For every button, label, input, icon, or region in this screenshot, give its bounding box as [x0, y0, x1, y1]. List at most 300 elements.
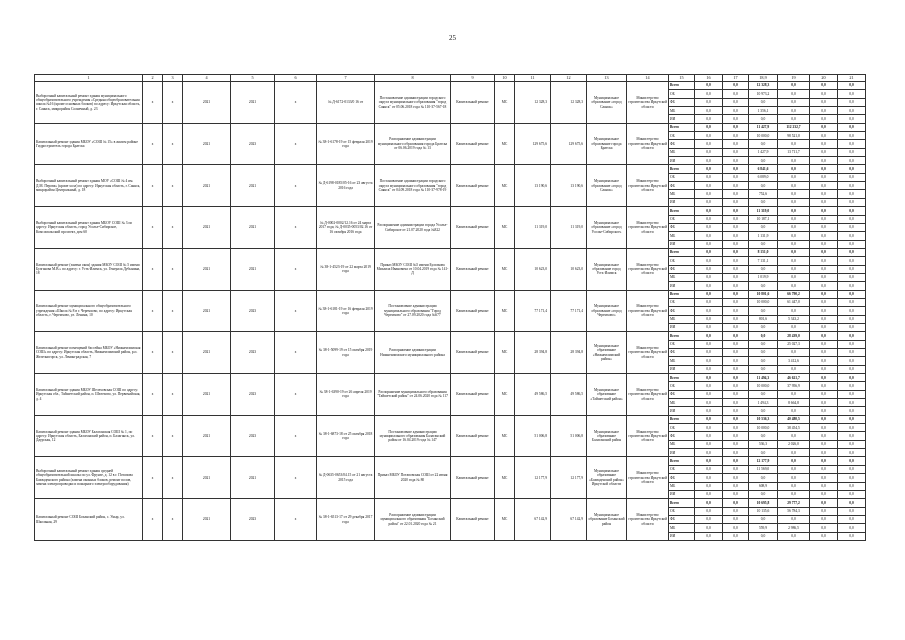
amount-cell: 0,0 [810, 415, 838, 423]
amount-cell: 0,0 [810, 82, 838, 90]
amount-cell: 0,0 [723, 524, 749, 532]
col6-cell: х [275, 374, 317, 416]
amount-cell: 0,0 [723, 248, 749, 256]
amount-cell: 0,0 [810, 449, 838, 457]
column-number-header: 20 [810, 75, 838, 82]
amount-cell: 0,0 [695, 190, 723, 198]
amount-cell: 40 480,5 [778, 415, 810, 423]
funding-source-cell: Всего [669, 332, 695, 340]
amount-cell: 0,0 [778, 240, 810, 248]
col3-cell: х [163, 82, 183, 124]
amount-cell: 0,0 [695, 273, 723, 281]
object-name-cell: Капитальный ремонт СОШ Боханский район, с. Укыр, ул. Школьная, 29 [35, 499, 143, 541]
amount-cell: 3 412,6 [778, 357, 810, 365]
remaining-cost-cell: 13 190,6 [551, 165, 587, 207]
amount-cell: 0,0 [723, 265, 749, 273]
decision-doc-cell: Распоряжение муниципального образования "Тайшетский район" от 24.06.2020 года № 117 [375, 374, 451, 416]
amount-cell: 0,0 [810, 98, 838, 106]
amount-cell: 1 427,9 [749, 148, 778, 156]
table-body [35, 75, 866, 541]
amount-cell: 0,0 [778, 407, 810, 415]
amount-cell: 0,0 [749, 323, 778, 331]
table-row [35, 82, 866, 90]
municipality-cell: Муниципальное образование «Бахваденский район» Иркутской области [587, 457, 627, 499]
funding-source-cell: ИИ [669, 407, 695, 415]
amount-cell: 0,0 [695, 198, 723, 206]
amount-cell: 0,0 [749, 490, 778, 498]
object-name-cell: Капитальный ремонт здания МБОУ Шелеховская СОШ по адресу: Иркутская обл., Тайшетский район, п. Шелехово, ул. Первомайская, д. 4 [35, 374, 143, 416]
amount-cell: 0,0 [723, 140, 749, 148]
investment-program-table [34, 74, 866, 541]
amount-cell: 0,0 [838, 482, 866, 490]
amount-cell: 0,0 [695, 415, 723, 423]
expertise-cell: № Д-0635-0653/04.15 от 21 августа 2015 года [317, 457, 375, 499]
col6-cell: х [275, 82, 317, 124]
amount-cell: 37 956,9 [778, 382, 810, 390]
amount-cell: 0,0 [695, 340, 723, 348]
amount-cell: 0,0 [723, 157, 749, 165]
amount-cell: 0,0 [778, 474, 810, 482]
end-year-cell: 2021 [231, 457, 275, 499]
customer-cell: Министерство строительства Иркутской области [627, 123, 669, 165]
amount-cell: 0,0 [838, 474, 866, 482]
table-row [35, 332, 866, 340]
funding-source-cell: ИИ [669, 490, 695, 498]
col3-cell: х [163, 248, 183, 290]
col2-cell: х [143, 123, 163, 165]
amount-cell: 0,0 [749, 282, 778, 290]
amount-cell: 0,0 [810, 240, 838, 248]
amount-cell: 0,0 [810, 107, 838, 115]
estimated-cost-cell: 13 190,6 [515, 165, 551, 207]
funding-source-cell: ИИ [669, 240, 695, 248]
amount-cell: 0,0 [723, 232, 749, 240]
amount-cell: 0,0 [749, 390, 778, 398]
amount-cell: 0,0 [695, 482, 723, 490]
estimated-cost-cell: 67 142,9 [515, 499, 551, 541]
col3-cell: х [163, 332, 183, 374]
amount-cell: 0,0 [695, 499, 723, 507]
amount-cell: 0,0 [695, 240, 723, 248]
amount-cell: 10 973,2 [749, 90, 778, 98]
end-year-cell: 2021 [231, 82, 275, 124]
amount-cell: 0,0 [810, 524, 838, 532]
estimated-cost-cell: 28 394,8 [515, 332, 551, 374]
amount-cell: 0,0 [838, 507, 866, 515]
amount-cell: 0,0 [749, 357, 778, 365]
amount-cell: 0,0 [778, 282, 810, 290]
start-year-cell: 2021 [183, 457, 231, 499]
amount-cell: 0,0 [749, 340, 778, 348]
amount-cell: 0,0 [723, 282, 749, 290]
amount-cell: 0,0 [810, 507, 838, 515]
amount-cell: 0,0 [695, 390, 723, 398]
estimated-cost-cell: 77 171,4 [515, 290, 551, 332]
col2-cell: х [143, 332, 163, 374]
decision-doc-cell: Приказ МБОУ СОШ №5 имени Булгакова Михаила Ивановича от 10.04.2019 года № 141-Д [375, 248, 451, 290]
amount-cell: 0,0 [723, 365, 749, 373]
amount-cell: 0,0 [695, 107, 723, 115]
municipality-cell: Муниципальное образование «Нижнеилимский район» [587, 332, 627, 374]
amount-cell: 801,6 [749, 315, 778, 323]
amount-cell: 0,0 [778, 115, 810, 123]
amount-cell: 0,0 [749, 157, 778, 165]
end-year-cell: 2023 [231, 332, 275, 374]
amount-cell: 8 664,8 [778, 399, 810, 407]
amount-cell: 0,0 [838, 215, 866, 223]
page-number: 25 [449, 34, 456, 42]
amount-cell: 0,0 [695, 332, 723, 340]
expertise-cell: № Д-6198-0185/05-16 от 23 августа 2016 года [317, 165, 375, 207]
municipality-cell: Муниципальное образование «город Черемхово» [587, 290, 627, 332]
amount-cell: 0,0 [723, 424, 749, 432]
amount-cell: 0,0 [838, 315, 866, 323]
funding-source-cell: ОБ [669, 298, 695, 306]
amount-cell: 0,0 [810, 298, 838, 306]
remaining-cost-cell: 49 586,5 [551, 374, 587, 416]
amount-cell: 0,0 [810, 182, 838, 190]
start-year-cell: 2021 [183, 123, 231, 165]
col2-cell: х [143, 82, 163, 124]
amount-cell: 0,0 [778, 532, 810, 540]
amount-cell: 0,0 [838, 374, 866, 382]
amount-cell: 10 135,6 [749, 507, 778, 515]
ms-cell: МС [495, 374, 515, 416]
amount-cell: 0,0 [695, 507, 723, 515]
amount-cell: 0,0 [810, 307, 838, 315]
amount-cell: 0,0 [810, 465, 838, 473]
amount-cell: 0,0 [695, 248, 723, 256]
amount-cell: 0,0 [749, 115, 778, 123]
amount-cell: 0,0 [723, 240, 749, 248]
amount-cell: 0,0 [810, 315, 838, 323]
column-number-header: 18,9 [749, 75, 778, 82]
amount-cell: 0,0 [723, 390, 749, 398]
amount-cell: 0,0 [810, 198, 838, 206]
funding-source-cell: ОБ [669, 507, 695, 515]
amount-cell: 0,0 [723, 273, 749, 281]
amount-cell: 12 328,3 [749, 82, 778, 90]
amount-cell: 0,0 [695, 357, 723, 365]
col6-cell: х [275, 290, 317, 332]
funding-source-cell: МБ [669, 315, 695, 323]
amount-cell: 0,0 [810, 340, 838, 348]
amount-cell: 0,0 [838, 157, 866, 165]
amount-cell: 0,0 [723, 415, 749, 423]
amount-cell: 0,0 [810, 123, 838, 131]
municipality-cell: Муниципальное образование города Братска [587, 123, 627, 165]
start-year-cell: 2021 [183, 499, 231, 541]
start-year-cell: 2021 [183, 290, 231, 332]
amount-cell: 0,0 [749, 349, 778, 357]
work-type-cell: Капитальный ремонт [451, 332, 495, 374]
amount-cell: 46 621,7 [778, 374, 810, 382]
amount-cell: 0,0 [810, 282, 838, 290]
amount-cell: 11 319,0 [749, 207, 778, 215]
amount-cell: 0,0 [695, 165, 723, 173]
amount-cell: 0,0 [695, 90, 723, 98]
amount-cell: 0,0 [838, 82, 866, 90]
amount-cell: 0,0 [749, 449, 778, 457]
amount-cell: 0,0 [695, 140, 723, 148]
municipality-cell: Муниципальное образование «город Саянск» [587, 165, 627, 207]
amount-cell: 0,0 [723, 382, 749, 390]
amount-cell: 0,0 [695, 374, 723, 382]
amount-cell: 0,0 [810, 132, 838, 140]
amount-cell: 56 784,3 [778, 507, 810, 515]
amount-cell: 0,0 [723, 115, 749, 123]
col3-cell: х [163, 415, 183, 457]
remaining-cost-cell: 12 328,3 [551, 82, 587, 124]
amount-cell: 0,0 [810, 157, 838, 165]
amount-cell: 0,0 [778, 257, 810, 265]
funding-source-cell: ОБ [669, 382, 695, 390]
amount-cell: 28 439,0 [778, 332, 810, 340]
amount-cell: 0,0 [810, 223, 838, 231]
amount-cell: 0,0 [749, 432, 778, 440]
amount-cell: 0,0 [810, 215, 838, 223]
ms-cell: МС [495, 207, 515, 249]
object-name-cell: Выборочный капитальный ремонт здания муниципального общеобразовательного учреждения «Средняя общеобразовательная школа №16 (кроме основных блоков) по адресу: Иркутская область, г. Саянск, микрорайон Солнечный, д. 23 [35, 82, 143, 124]
col6-cell: х [275, 332, 317, 374]
amount-cell: 0,0 [838, 532, 866, 540]
object-name-cell: Выборочный капитальный ремонт здания средней общеобразовательной школы по ул. Фрунзе, д. 12 в г. Потапова Бахваденского района (замена оконных блоков, ремонт полов, замена электропроводки и пожарного электрооборудования) [35, 457, 143, 499]
amount-cell: 0,0 [778, 457, 810, 465]
amount-cell: 0,0 [723, 457, 749, 465]
amount-cell: 0,0 [810, 115, 838, 123]
amount-cell: 1 131,9 [749, 232, 778, 240]
amount-cell: 0,0 [838, 140, 866, 148]
amount-cell: 0,0 [838, 390, 866, 398]
municipality-cell: Муниципальное образование «город Усолье-Сибирское» [587, 207, 627, 249]
decision-doc-cell: Распоряжение администрации муниципального образования "Боханский район" от 22.01.2020 года № 21 [375, 499, 451, 541]
table-row [35, 499, 866, 507]
funding-source-cell: ФБ [669, 223, 695, 231]
amount-cell: 0,0 [695, 515, 723, 523]
column-number-header: 10 [495, 75, 515, 82]
start-year-cell: 2021 [183, 82, 231, 124]
amount-cell: 0,0 [810, 407, 838, 415]
amount-cell: 0,0 [810, 432, 838, 440]
amount-cell: 0,0 [749, 332, 778, 340]
start-year-cell: 2021 [183, 248, 231, 290]
amount-cell: 0,0 [723, 432, 749, 440]
amount-cell: 0,0 [723, 207, 749, 215]
funding-source-cell: МБ [669, 273, 695, 281]
amount-cell: 0,0 [838, 382, 866, 390]
amount-cell: 0,0 [810, 290, 838, 298]
amount-cell: 0,0 [778, 515, 810, 523]
amount-cell: 0,0 [810, 532, 838, 540]
ms-cell: МС [495, 165, 515, 207]
remaining-cost-cell: 11 319,0 [551, 207, 587, 249]
amount-cell: 0,0 [695, 449, 723, 457]
amount-cell: 2 026,0 [778, 440, 810, 448]
amount-cell: 0,0 [778, 390, 810, 398]
funding-source-cell: ОБ [669, 424, 695, 432]
amount-cell: 0,0 [838, 182, 866, 190]
decision-doc-cell: Приказ МБОУ Потаповская СОШ от 22 июня 2020 года № 80 [375, 457, 451, 499]
estimated-cost-cell: 11 319,0 [515, 207, 551, 249]
amount-cell: 0,0 [778, 98, 810, 106]
amount-cell: 0,0 [723, 290, 749, 298]
amount-cell: 0,0 [810, 482, 838, 490]
amount-cell: 0,0 [810, 399, 838, 407]
funding-source-cell: ОБ [669, 340, 695, 348]
customer-cell: Министерство строительства Иркутской области [627, 499, 669, 541]
table-row [35, 248, 866, 256]
end-year-cell: 2023 [231, 499, 275, 541]
amount-cell: 12 177,9 [749, 457, 778, 465]
col3-cell: х [163, 207, 183, 249]
table-row [35, 123, 866, 131]
amount-cell: 10 000,0 [749, 298, 778, 306]
amount-cell: 0,0 [838, 123, 866, 131]
amount-cell: 0,0 [723, 173, 749, 181]
object-name-cell: Выборочный капитальный ремонт здания МБОУ СОШ № 3 по адресу: Иркутская область, город Усолье-Сибирское, Комсомольский проспект, дом 60 [35, 207, 143, 249]
amount-cell: 10 000,0 [749, 382, 778, 390]
funding-source-cell: Всего [669, 207, 695, 215]
amount-cell: 5 343,2 [778, 315, 810, 323]
customer-cell: Министерство строительства Иркутской области [627, 374, 669, 416]
col2-cell: х [143, 248, 163, 290]
amount-cell: 0,0 [778, 449, 810, 457]
municipality-cell: Муниципальное образование «город Саянск» [587, 82, 627, 124]
column-number-header: 15 [669, 75, 695, 82]
funding-source-cell: ИИ [669, 198, 695, 206]
amount-cell: 8 151,0 [749, 248, 778, 256]
amount-cell: 0,0 [723, 440, 749, 448]
remaining-cost-cell: 10 623,0 [551, 248, 587, 290]
col3-cell: х [163, 457, 183, 499]
funding-source-cell: ОБ [669, 465, 695, 473]
amount-cell: 0,0 [838, 190, 866, 198]
amount-cell: 0,0 [778, 490, 810, 498]
amount-cell: 0,0 [778, 482, 810, 490]
amount-cell: 0,0 [749, 140, 778, 148]
column-number-header: 21 [838, 75, 866, 82]
decision-doc-cell: Распоряжение администрации города Усолье-Сибирское от 21.07.2020 года №822 [375, 207, 451, 249]
amount-cell: 0,0 [695, 82, 723, 90]
customer-cell: Министерство строительства Иркутской области [627, 415, 669, 457]
amount-cell: 0,0 [695, 407, 723, 415]
amount-cell: 1 494,3 [749, 399, 778, 407]
amount-cell: 6 089,0 [749, 173, 778, 181]
amount-cell: 0,0 [695, 532, 723, 540]
amount-cell: 0,0 [723, 90, 749, 98]
col2-cell: х [143, 457, 163, 499]
funding-source-cell: ФБ [669, 432, 695, 440]
expertise-cell: № 38-1-6181-19 от 16 февраля 2019 года [317, 290, 375, 332]
work-type-cell: Капитальный ремонт [451, 415, 495, 457]
funding-source-cell: Всего [669, 82, 695, 90]
amount-cell: 0,0 [723, 298, 749, 306]
amount-cell: 0,0 [695, 223, 723, 231]
amount-cell: 0,0 [749, 198, 778, 206]
amount-cell: 0,0 [810, 165, 838, 173]
amount-cell: 0,0 [778, 165, 810, 173]
amount-cell: 0,0 [778, 349, 810, 357]
amount-cell: 0,0 [723, 515, 749, 523]
estimated-cost-cell: 10 623,0 [515, 248, 551, 290]
amount-cell: 0,0 [723, 190, 749, 198]
table-row [35, 290, 866, 298]
remaining-cost-cell: 67 142,9 [551, 499, 587, 541]
amount-cell: 0,0 [838, 248, 866, 256]
amount-cell: 0,0 [838, 365, 866, 373]
funding-source-cell: ОБ [669, 173, 695, 181]
amount-cell: 0,0 [749, 407, 778, 415]
object-name-cell: Капитальный ремонт (замена окон) здания МБОУ СОШ № 5 имени Булгакова М.В.» по адресу: г. Усть-Илимск, ул. Генерала Дубынина, 18 [35, 248, 143, 290]
amount-cell: 0,0 [749, 240, 778, 248]
amount-cell: 0,0 [723, 123, 749, 131]
col2-cell: х [143, 499, 163, 541]
amount-cell: 0,0 [723, 182, 749, 190]
amount-cell: 25 027,3 [778, 340, 810, 348]
amount-cell: 0,0 [838, 415, 866, 423]
amount-cell: 0,0 [695, 382, 723, 390]
amount-cell: 0,0 [695, 365, 723, 373]
column-number-header: 2 [143, 75, 163, 82]
expertise-cell: № 38-1-5099-19 от 15 октября 2019 года [317, 332, 375, 374]
end-year-cell: 2023 [231, 123, 275, 165]
funding-source-cell: ИИ [669, 282, 695, 290]
amount-cell: 11 427,9 [749, 123, 778, 131]
ms-cell: МС [495, 248, 515, 290]
amount-cell: 0,0 [838, 148, 866, 156]
amount-cell: 0,0 [695, 307, 723, 315]
amount-cell: 0,0 [695, 290, 723, 298]
amount-cell: 0,0 [723, 399, 749, 407]
column-number-header: 7 [317, 75, 375, 82]
amount-cell: 752,6 [749, 190, 778, 198]
amount-cell: 0,0 [838, 490, 866, 498]
start-year-cell: 2021 [183, 332, 231, 374]
customer-cell: Министерство строительства Иркутской области [627, 165, 669, 207]
amount-cell: 0,0 [695, 399, 723, 407]
col3-cell: х [163, 290, 183, 332]
customer-cell: Министерство строительства Иркутской области [627, 457, 669, 499]
amount-cell: 0,0 [695, 98, 723, 106]
expertise-cell: № 38-1-4523-19 от 22 марта 2019 года [317, 248, 375, 290]
amount-cell: 0,0 [838, 115, 866, 123]
amount-cell: 0,0 [695, 298, 723, 306]
customer-cell: Министерство строительства Иркутской области [627, 248, 669, 290]
amount-cell: 0,0 [723, 98, 749, 106]
table-row [35, 165, 866, 173]
decision-doc-cell: Постановление администрации городского округа муниципального образования "город Саянск" от 05.06.2018 года № 110-37-567-18 [375, 82, 451, 124]
amount-cell: 0,0 [838, 524, 866, 532]
amount-cell: 0,0 [838, 165, 866, 173]
amount-cell: 112 232,7 [778, 123, 810, 131]
col6-cell: х [275, 248, 317, 290]
amount-cell: 61 447,0 [778, 298, 810, 306]
amount-cell: 0,0 [723, 374, 749, 382]
amount-cell: 0,0 [695, 323, 723, 331]
amount-cell: 0,0 [749, 223, 778, 231]
remaining-cost-cell: 28 394,8 [551, 332, 587, 374]
work-type-cell: Капитальный ремонт [451, 248, 495, 290]
amount-cell: 0,0 [723, 307, 749, 315]
remaining-cost-cell: 77 171,4 [551, 290, 587, 332]
amount-cell: 0,0 [838, 290, 866, 298]
amount-cell: 0,0 [810, 440, 838, 448]
column-number-header: 6 [275, 75, 317, 82]
amount-cell: 0,0 [749, 182, 778, 190]
amount-cell: 0,0 [778, 90, 810, 98]
amount-cell: 0,0 [778, 273, 810, 281]
decision-doc-cell: Распоряжение администрации Нижнеилимского муниципального района [375, 332, 451, 374]
